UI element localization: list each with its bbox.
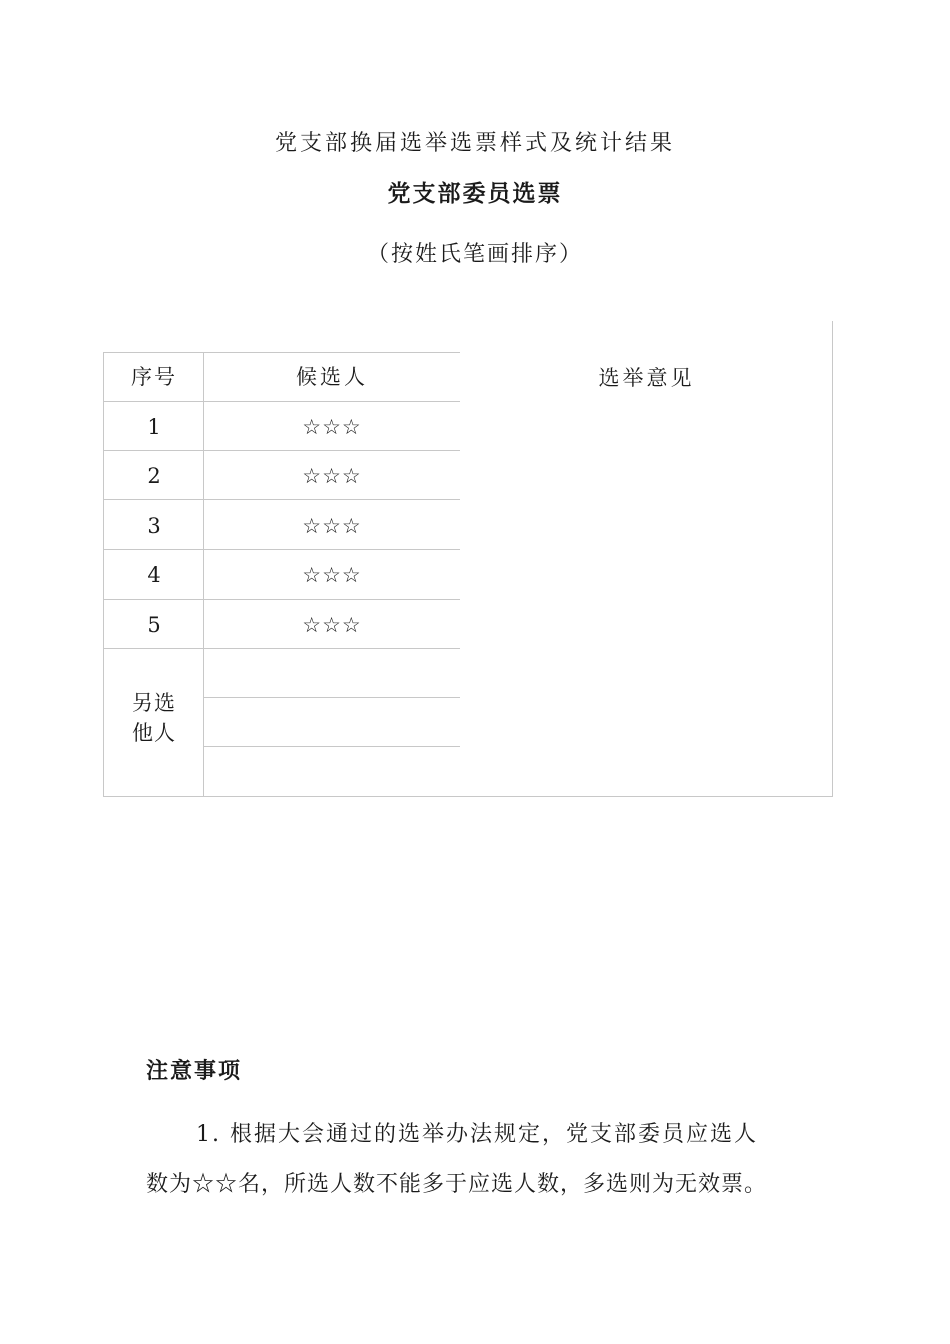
- header-candidate: 候选人: [296, 365, 368, 389]
- write-in-rule: [203, 746, 460, 747]
- notes-heading: 注意事项: [146, 1058, 243, 1084]
- table-rule-bottom: [103, 796, 833, 797]
- write-in-label: [104, 688, 204, 748]
- document-title: 党支部换届选举选票样式及统计结果: [274, 131, 675, 156]
- row-candidate: ☆☆☆: [302, 514, 362, 538]
- note-item-1-line-2: 数为☆☆名，所选人数不能多于应选人数，多选则为无效票。: [146, 1172, 768, 1197]
- sort-note: （按姓氏笔画排序）: [366, 242, 583, 267]
- header-seq: 序号: [131, 365, 177, 389]
- row-candidate: ☆☆☆: [302, 415, 362, 439]
- write-in-label-line: 他人: [132, 721, 176, 745]
- write-in-label-line: 另选: [132, 691, 176, 715]
- header-opinion: 选举意见: [598, 366, 695, 390]
- row-seq: 4: [147, 563, 161, 587]
- row-seq: 5: [147, 613, 161, 637]
- row-candidate: ☆☆☆: [302, 563, 362, 587]
- write-in-rule: [203, 697, 460, 698]
- row-seq: 1: [147, 415, 161, 439]
- row-seq: 3: [147, 514, 161, 538]
- note-item-1-line-1: 1. 根据大会通过的选举办法规定，党支部委员应选人: [196, 1122, 758, 1147]
- ballot-title: 党支部委员选票: [387, 180, 563, 207]
- row-candidate: ☆☆☆: [302, 613, 362, 637]
- row-seq: 2: [147, 464, 161, 488]
- row-candidate: ☆☆☆: [302, 464, 362, 488]
